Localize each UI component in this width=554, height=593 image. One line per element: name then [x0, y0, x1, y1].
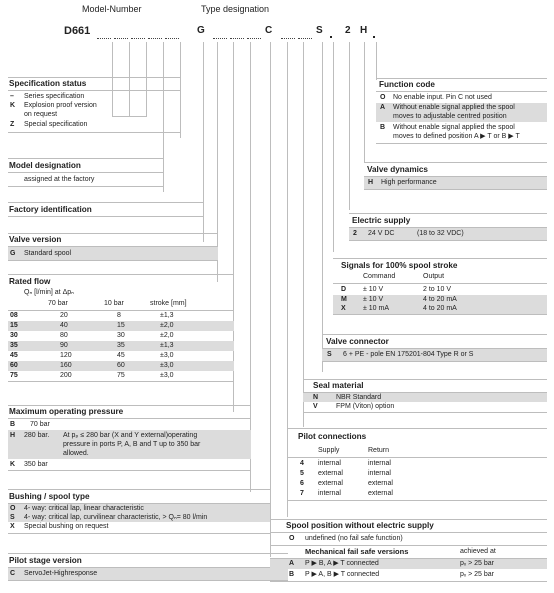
valve-dynamics-code: H [368, 179, 374, 186]
pressure-code: H [10, 432, 16, 439]
connector-line [163, 42, 164, 192]
connector-line [303, 42, 304, 427]
function-code: O [380, 94, 386, 101]
function-text: Without enable signal applied the spool [393, 124, 515, 131]
section-rule [349, 213, 547, 214]
pilot-return: internal [368, 460, 391, 467]
section-rule [287, 500, 547, 501]
flow-10: 8 [117, 312, 121, 319]
flow-stroke: ±2,0 [160, 332, 174, 339]
pressure-text: 70 bar [30, 421, 50, 428]
section-rule [8, 405, 251, 406]
connector-line [112, 42, 113, 116]
pressure-note: allowed. [63, 450, 89, 457]
table-row [8, 361, 234, 371]
model-slot [165, 28, 179, 39]
section-rule [322, 361, 547, 362]
connector-line [364, 42, 365, 162]
spec-text: Series specification [24, 93, 85, 100]
flow-70: 40 [60, 322, 68, 329]
flow-10: 35 [117, 342, 125, 349]
section-rule [287, 428, 547, 429]
section-rule [303, 412, 547, 413]
function-text: No enable input. Pin C not used [393, 94, 492, 101]
pilot-code: 5 [300, 470, 304, 477]
pressure-note: At pₚ ≤ 280 bar (X and Y external)operating [63, 432, 198, 439]
seal-code: V [313, 403, 318, 410]
flow-10: 75 [117, 372, 125, 379]
flow-70: 20 [60, 312, 68, 319]
signals-code: D [341, 286, 347, 293]
valve-version-text: Standard spool [24, 250, 72, 257]
type-h: H [360, 25, 368, 36]
pilot-supply: external [318, 480, 343, 487]
pilot-supply: internal [318, 460, 341, 467]
section-rule [8, 158, 164, 159]
function-code: A [380, 104, 386, 111]
type-slot [281, 28, 295, 39]
table-row [8, 371, 234, 381]
seal-text: NBR Standard [336, 394, 382, 401]
flow-10: 30 [117, 332, 125, 339]
section-rule [376, 143, 547, 144]
flow-70: 80 [60, 332, 68, 339]
connector-line [322, 42, 323, 372]
function-code-title: Function code [379, 80, 435, 89]
section-rule [8, 470, 251, 471]
flow-code: 15 [10, 322, 18, 329]
section-rule [349, 240, 547, 241]
signals-command: ± 10 V [363, 286, 384, 293]
connector-line [333, 42, 334, 252]
connector-line [146, 42, 147, 116]
flow-stroke: ±2,0 [160, 322, 174, 329]
section-rule [8, 186, 164, 187]
signals-output: 2 to 10 V [423, 286, 452, 293]
section-rule [8, 202, 204, 203]
pilot-return: external [368, 480, 393, 487]
spool-text: P ▶ A, B ▶ T connected [305, 571, 380, 578]
signals-col-output: Output [423, 273, 445, 280]
spool-code: O [289, 535, 295, 542]
type-dot [330, 36, 332, 38]
bushing-text: 4- way: critical lap, curvilinear characteristic, > Qₙ= 80 l/min [24, 514, 208, 521]
model-designation-title: Model designation [9, 161, 81, 170]
type-slot [230, 28, 244, 39]
spec-text: Special specification [24, 121, 88, 128]
seal-material-title: Seal material [313, 381, 364, 390]
signals-title: Signals for 100% spool stroke [341, 261, 458, 270]
mech-title: Mechanical fail safe versions [305, 547, 409, 556]
function-text: moves to defined position A ▶ T or B ▶ T [393, 133, 520, 140]
pilot-stage-code: C [10, 570, 16, 577]
flow-70: 200 [60, 372, 72, 379]
flow-stroke: ±3,0 [160, 362, 174, 369]
section-rule [287, 457, 547, 458]
flow-10: 15 [117, 322, 125, 329]
rated-flow-qn-label: Qₙ [l/min] at Δpₙ [24, 289, 74, 296]
flow-stroke: ±3,0 [160, 352, 174, 359]
function-text: Without enable signal applied the spool [393, 104, 515, 111]
flow-stroke: ±1,3 [160, 312, 174, 319]
pilot-col-return: Return [368, 447, 390, 454]
flow-70: 90 [60, 342, 68, 349]
type-s: S [316, 25, 323, 36]
pilot-connections-title: Pilot connections [298, 432, 367, 441]
bushing-code: O [10, 505, 16, 512]
table-row [8, 341, 234, 351]
type-g: G [197, 25, 205, 36]
table-row [8, 311, 234, 321]
pressure-code: K [10, 461, 16, 468]
bushing-code: X [10, 523, 15, 530]
spec-code: – [10, 93, 14, 100]
section-rule [303, 379, 547, 380]
flow-10: 60 [117, 362, 125, 369]
col-70-bar: 70 bar [48, 300, 68, 307]
pilot-code: 4 [300, 460, 304, 467]
section-rule [333, 283, 547, 284]
connector-line [112, 116, 147, 117]
signals-command: ± 10 V [363, 296, 384, 303]
section-rule [8, 260, 218, 261]
section-rule [8, 533, 270, 534]
col-10-bar: 10 bar [104, 300, 124, 307]
connector-line [203, 42, 204, 242]
flow-code: 35 [10, 342, 18, 349]
bushing-text: Special bushing on request [24, 523, 109, 530]
col-stroke: stroke [mm] [150, 300, 187, 307]
spec-text: on request [24, 111, 58, 118]
spool-text: P ▶ B, A ▶ T connected [305, 560, 379, 567]
flow-code: 60 [10, 362, 18, 369]
pilot-col-supply: Supply [318, 447, 340, 454]
section-rule [333, 314, 547, 315]
flow-code: 45 [10, 352, 18, 359]
type-dot [373, 36, 375, 38]
spec-status-title: Specification status [9, 79, 87, 88]
model-slot [114, 28, 128, 39]
seal-code: N [313, 394, 319, 401]
function-code: B [380, 124, 386, 131]
pressure-code: B [10, 421, 16, 428]
achieved-label: achieved at [460, 548, 496, 555]
electric-supply-code: 2 [353, 230, 357, 237]
type-slot [298, 28, 312, 39]
electric-supply-range: (18 to 32 VDC) [417, 230, 464, 237]
table-row [8, 321, 234, 331]
model-slot [148, 28, 162, 39]
section-rule [270, 545, 547, 546]
pressure-text: 350 bar [24, 461, 48, 468]
section-rule [8, 132, 181, 133]
function-text: moves to adjustable centred position [393, 113, 507, 120]
table-row [8, 351, 234, 361]
flow-code: 30 [10, 332, 18, 339]
spool-position-title: Spool position without electric supply [286, 521, 434, 530]
table-row [8, 331, 234, 341]
valve-version-title: Valve version [9, 235, 62, 244]
type-2: 2 [345, 25, 351, 36]
rated-flow-title: Rated flow [9, 277, 51, 286]
section-rule [270, 519, 547, 520]
valve-dynamics-title: Valve dynamics [367, 165, 428, 174]
spool-text: undefined (no fail safe function) [305, 535, 403, 542]
signals-command: ± 10 mA [363, 305, 390, 312]
valve-version-code: G [10, 250, 16, 257]
section-rule [364, 189, 547, 190]
bushing-title: Bushing / spool type [9, 492, 90, 501]
model-number-label: Model-Number [82, 4, 142, 14]
flow-code: 75 [10, 372, 18, 379]
pilot-stage-title: Pilot stage version [9, 556, 82, 565]
spec-code: K [10, 102, 16, 109]
pilot-code: 6 [300, 480, 304, 487]
connector-line [270, 42, 271, 557]
max-pressure-title: Maximum operating pressure [9, 407, 124, 416]
model-slot [97, 28, 111, 39]
flow-stroke: ±1,3 [160, 342, 174, 349]
model-designation-text: assigned at the factory [24, 176, 95, 183]
spool-code: A [289, 560, 295, 567]
spool-val: pₓ > 25 bar [460, 560, 495, 567]
model-prefix: D661 [64, 25, 91, 37]
section-rule [376, 91, 547, 92]
type-designation-label: Type designation [201, 4, 270, 14]
section-rule [8, 381, 234, 382]
connector-line [129, 42, 130, 116]
electric-supply-title: Electric supply [352, 216, 411, 225]
section-rule [376, 78, 547, 79]
section-rule [8, 77, 181, 78]
section-rule [8, 233, 218, 234]
flow-code: 08 [10, 312, 18, 319]
type-slot [247, 28, 261, 39]
section-rule [322, 334, 547, 335]
section-rule [333, 258, 547, 259]
seal-text: FPM (Viton) option [336, 403, 395, 410]
pilot-return: internal [368, 470, 391, 477]
section-rule [8, 274, 234, 275]
section-rule [8, 553, 288, 554]
factory-id-title: Factory identification [9, 205, 92, 214]
valve-connector-text: 6 + PE - pole EN 175201-804 Type R or S [343, 351, 474, 358]
flow-stroke: ±3,0 [160, 372, 174, 379]
spec-text: Explosion proof version [24, 102, 97, 109]
bushing-code: S [10, 514, 15, 521]
spool-code: B [289, 571, 295, 578]
spool-val: pₓ > 25 bar [460, 571, 495, 578]
pilot-return: external [368, 490, 393, 497]
connector-line [376, 42, 377, 80]
signals-output: 4 to 20 mA [423, 296, 457, 303]
spec-code: Z [10, 121, 15, 128]
connector-line [250, 42, 251, 492]
valve-connector-code: S [327, 351, 332, 358]
flow-10: 45 [117, 352, 125, 359]
section-rule [270, 532, 547, 533]
model-slot [131, 28, 145, 39]
section-rule [8, 172, 164, 173]
signals-col-command: Command [363, 273, 396, 280]
flow-70: 160 [60, 362, 72, 369]
valve-connector-title: Valve connector [326, 337, 389, 346]
section-rule [270, 581, 547, 582]
electric-supply-text: 24 V DC [368, 230, 395, 237]
type-slot [213, 28, 227, 39]
pilot-code: 7 [300, 490, 304, 497]
connector-line [349, 42, 350, 210]
bushing-text: 4- way: critical lap, linear characteristic [24, 505, 144, 512]
type-c: C [265, 25, 273, 36]
pressure-note: pressure in ports P, A, B and T up to 350 bar [63, 441, 201, 448]
section-rule [8, 489, 270, 490]
pilot-supply: external [318, 470, 343, 477]
pilot-supply: internal [318, 490, 341, 497]
pressure-text: 280 bar. [24, 432, 50, 439]
section-rule [8, 216, 204, 217]
section-rule [8, 90, 181, 91]
signals-code: M [341, 296, 347, 303]
connector-line [287, 42, 288, 517]
pilot-stage-text: ServoJet-Highresponse [24, 570, 98, 577]
section-rule [8, 580, 288, 581]
flow-70: 120 [60, 352, 72, 359]
signals-output: 4 to 20 mA [423, 305, 457, 312]
signals-code: X [341, 305, 346, 312]
section-rule [364, 162, 547, 163]
section-rule [8, 418, 251, 419]
valve-dynamics-text: High performance [381, 179, 437, 186]
rated-flow-table [8, 311, 234, 381]
